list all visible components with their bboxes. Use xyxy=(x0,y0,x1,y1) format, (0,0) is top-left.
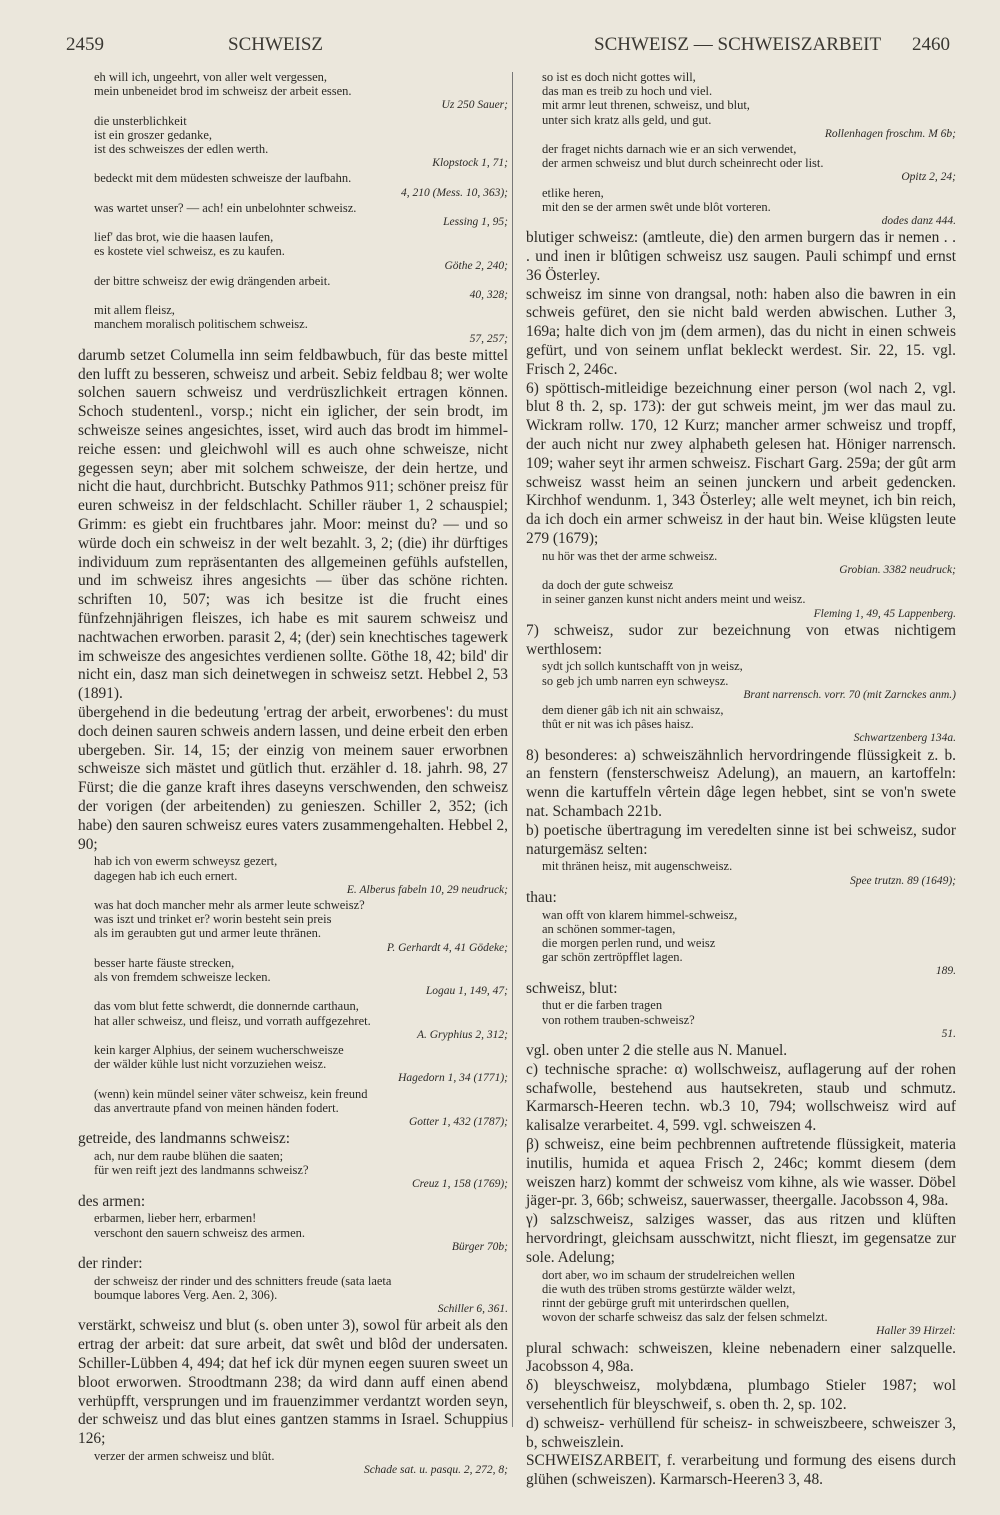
quotation-line: ist ein groszer gedanke, xyxy=(94,127,213,142)
quotation-line: die morgen perlen rund, und weisz xyxy=(542,936,716,950)
quotation-line: da doch der gute schweisz xyxy=(542,578,674,593)
quotation-source: 189. xyxy=(935,965,956,978)
quotation-line: in seiner ganzen kunst nicht anders meint und weisz. xyxy=(542,592,806,607)
quotation-line: als im geraubten gut und armer leute thränen. xyxy=(94,926,322,941)
quotation-line: mit allem fleisz, xyxy=(94,303,175,318)
quotation-line: was iszt und trinket er? worin besteht sein preis xyxy=(94,912,332,927)
quotation-line: was hat doch mancher mehr als armer leute schweisz? xyxy=(94,897,365,912)
quotation-block xyxy=(94,201,508,229)
quotation-source: 4, 210 (Mess. 10, 363); xyxy=(401,186,508,199)
entry-paragraph: 8) besonderes: a) schweiszähnlich hervordringende flüssigkeit z. b. an fenstern (fensterschweisz Adelung), an mauern, an kartoffeln: wenn die kartuffeln vêrtein dâge legen hebbet, sint se von'n swete nat. Schambach 221b. xyxy=(526,746,956,820)
quotation-line: ist des schweiszes der edlen werth. xyxy=(94,142,269,157)
quotation-source: dodes danz 444. xyxy=(881,215,956,228)
quotation-line: hat aller schweisz, und fleisz, und vorrath auffgezehret. xyxy=(94,1013,371,1028)
quotation-source: Schwartzenberg 134a. xyxy=(853,732,956,745)
quotation-source: Göthe 2, 240; xyxy=(444,259,508,272)
quotation-line: das vom blut fette schwerdt, die donnernde carthaun, xyxy=(94,999,359,1014)
quotation-line: unter sich kratz alls geld, und gut. xyxy=(542,112,712,127)
entry-paragraph: d) schweisz- verhüllend für scheisz- in schweiszbeere, schweiszer 3, b, schweiszlein. xyxy=(526,1414,956,1451)
quotation-source: Klopstock 1, 71; xyxy=(432,157,508,170)
quotation-line: rinnt der gebürge gruft mit unterirdschen quellen, xyxy=(542,1295,790,1310)
quotation-line: hab ich von ewerm schweysz gezert, xyxy=(94,854,278,869)
quotation-source: 51. xyxy=(941,1027,956,1040)
entry-paragraph: β) schweisz, eine beim pechbrennen auftretende flüssigkeit, materia inutilis, humida et aquea Frisch 2, 246c; kommt diesem (dem weiszen harz) kommt der schweisz vom kihne, als wie wasser. Döbel jäger-pr. 3, 66b; schweisz, sauerwasser, theergalle. Jacobsson 4, 98a. xyxy=(526,1136,956,1210)
entry-paragraph: b) poetische übertragung im veredelten sinne ist bei schweisz, sudor naturgemäsz selten: xyxy=(526,821,956,858)
quotation-line: als von fremdem schweisze lecken. xyxy=(94,970,271,984)
quotation-line: dort aber, wo im schaum der strudelreichen wellen xyxy=(542,1267,795,1282)
quotation-line: der wälder kühle lust nicht vorzuziehen weisz. xyxy=(94,1057,327,1072)
quotation-source: Hagedorn 1, 34 (1771); xyxy=(398,1072,508,1085)
quotation-line: wan offt von klarem himmel-schweisz, xyxy=(542,907,738,922)
column-divider xyxy=(512,72,513,1427)
quotation-source: Uz 250 Sauer; xyxy=(441,99,508,112)
entry-paragraph: 7) schweisz, sudor zur bezeichnung von etwas nichtigem werthlosem: xyxy=(526,621,956,658)
quotation-line: (wenn) kein mündel seiner väter schweisz, kein freund xyxy=(94,1086,368,1101)
entry-paragraph: blutiger schweisz: (amtleute, die) den armen burgern das ir nemen . . . und inen ir blûtigen schweisz usz saugen. Pauli schimpf und ernst 36 Österley. xyxy=(526,229,956,284)
quotation-line: lief' das brot, wie die haasen laufen, xyxy=(94,230,274,245)
quotation-block xyxy=(542,549,956,577)
quotation-line: bedeckt mit dem müdesten schweisze der laufbahn. xyxy=(94,171,352,186)
quotation-block xyxy=(94,898,508,955)
entry-paragraph: darumb setzet Columella inn seim feldbawbuch, für das beste mittel den lufft zu besseren, schweisz und arbeit. Sebiz feldbau 8; wer wolte solchen sauern schweisz und verdrüszlichkeit ertragen können. Schoch studentenl., vorsp.; nicht ein iglicher, der sein brodt, im schweisze seines angesichtes, isset, wird auch das brodt im himmel-reiche essen: und gleichwohl will es auch ohne schweisze, nicht gegessen seyn; aber mit solchem schweisze, der dein hertze, und nicht die haut, durchbricht. Butschky Pathmos 911; schöner preisz für euren schweisz in der feldschlacht. Schiller räuber 1, 2 schauspiel; Grimm: es giebt ein fruchtbares jahr. Moor: meinst du? — und so würde doch ein schweisz in der welt bezahlt. 3, 2; (die) ihr dürftiges individuum zum repräsentanten des allgemeinen gefühls aufstellen, und im schweisz ihres angesichts — über das schöne richten. schriften 10, 507; was ich besitze ist die frucht eines fünfzehnjährigen fleiszes, ich habe es mit saurem schweisz und nachtwachen erworben. parasit 2, 4; (der) sein knechtisches tagewerk im schweisze des angesichtes verdienen sollte. Göthe 18, 42; bild' dir nicht ein, dasz man sich deinetwegen in schweisz setzt. Hebbel 2, 53 (1891). xyxy=(78,346,508,703)
header-title-left: SCHWEISZ xyxy=(228,34,323,55)
quotation-source: Opitz 2, 24; xyxy=(901,171,956,184)
quotation-source: 57, 257; xyxy=(469,332,508,345)
entry-paragraph: der rinder: xyxy=(78,1255,143,1273)
quotation-block xyxy=(94,1087,508,1130)
quotation-source: Haller 39 Hirzel: xyxy=(876,1325,956,1338)
quotation-line: mit thränen heisz, mit augenschweisz. xyxy=(542,859,733,874)
quotation-block xyxy=(542,859,956,887)
quotation-block xyxy=(94,1043,508,1086)
quotation-block xyxy=(542,908,956,979)
quotation-line: das anvertraute pfand von meinen händen fodert. xyxy=(94,1100,339,1115)
quotation-block xyxy=(94,1274,508,1317)
quotation-source: Fleming 1, 49, 45 Lappenberg. xyxy=(813,607,956,620)
quotation-line: verschont den sauern schweisz des armen. xyxy=(94,1225,306,1240)
quotation-source: A. Gryphius 2, 312; xyxy=(416,1028,508,1041)
entry-paragraph: 6) spöttisch-mitleidige bezeichnung einer person (wol nach 2, vgl. blut 8 th. 2, sp. 173): der gut schweis meint, jm wer das maul zu. Wickram rollw. 170, 12 Kurz; mancher armer schweisz und tropff, der auch nicht nur zwey alphabeth gelesen hat. Höniger narrensch. 109; waher seyt ihr armen schweisz. Fischart Garg. 259a; der gût arm schweisz wasst heim an seinen junckern und arbeit gedencken. Kirchhof wendunm. 1, 343 Österley; alle welt meynet, ich bin reich, da ich doch ein armer schweisz in der haut bin. Weise klügsten leute 279 (1679); xyxy=(526,379,956,547)
running-header xyxy=(66,34,950,64)
quotation-source: Brant narrensch. vorr. 70 (mit Zarnckes anm.) xyxy=(743,688,956,701)
quotation-line: so ist es doch nicht gottes will, xyxy=(542,70,696,84)
quotation-block xyxy=(542,186,956,229)
entry-paragraph: δ) bleyschweisz, molybdæna, plumbago Stieler 1987; wol versehentlich für bleyschweif, s. oben th. 2, sp. 102. xyxy=(526,1377,956,1413)
quotation-block xyxy=(94,1449,508,1477)
quotation-source: Lessing 1, 95; xyxy=(443,216,508,229)
left-column xyxy=(78,70,508,1477)
quotation-line: so geb jch umb narren eyn schweysz. xyxy=(542,673,729,688)
quotation-block xyxy=(94,303,508,346)
quotation-line: wovon der scharfe schweisz das salz der felsen schmelzt. xyxy=(542,1310,828,1325)
quotation-block xyxy=(94,956,508,999)
entry-paragraph: schweisz im sinne von drangsal, noth: haben also die bawren in ein schweis gefüret, den sie nicht bald werden abwischen. Luther 3, 169a; halte dich von jm (dem armen), das du nicht in einen schweis gefürt, und von seinem unflat bekleckt werdest. Sir. 22, 15. vgl. Frisch 2, 246c. xyxy=(526,285,956,378)
quotation-line: mein unbeneidet brod im schweisz der arbeit essen. xyxy=(94,84,352,99)
quotation-line: der fraget nichts darnach wie er an sich verwendet, xyxy=(542,142,797,157)
quotation-line: die unsterblichkeit xyxy=(94,113,187,128)
entry-paragraph: SCHWEISZARBEIT, f. verarbeitung und formung des eisens durch glühen (schweiszen). Karmarsch-Heeren3 3, 48. xyxy=(526,1452,956,1489)
page-number-right: 2460 xyxy=(912,34,950,55)
quotation-line: von rothem trauben-schweisz? xyxy=(542,1012,695,1027)
quotation-line: der armen schweisz und blut durch scheinrecht oder list. xyxy=(542,156,824,171)
quotation-block xyxy=(542,142,956,185)
quotation-line: für wen reift jezt des landmanns schweisz? xyxy=(94,1163,309,1178)
quotation-line: was wartet unser? — ach! ein unbelohnter schweisz. xyxy=(94,200,357,215)
quotation-block xyxy=(542,1268,956,1339)
quotation-block xyxy=(94,171,508,199)
entry-paragraph: vgl. oben unter 2 die stelle aus N. Manuel. xyxy=(526,1042,788,1060)
quotation-line: etlike heren, xyxy=(542,185,604,200)
quotation-source: Creuz 1, 158 (1769); xyxy=(411,1178,508,1191)
quotation-line: besser harte fäuste strecken, xyxy=(94,955,235,970)
entry-paragraph: getreide, des landmanns schweisz: xyxy=(78,1130,290,1148)
quotation-source: Rollenhagen froschm. M 6b; xyxy=(824,127,956,140)
quotation-line: mit den se der armen swêt unde blôt vorteren. xyxy=(542,199,771,214)
quotation-line: sydt jch sollch kuntschafft von jn weisz, xyxy=(542,659,743,674)
quotation-source: Schade sat. u. pasqu. 2, 272, 8; xyxy=(363,1464,508,1477)
quotation-line: thût er nit was ich pâses haisz. xyxy=(542,717,694,732)
entry-paragraph: thau: xyxy=(526,888,557,906)
quotation-block xyxy=(542,578,956,621)
quotation-source: 40, 328; xyxy=(469,289,508,302)
quotation-block xyxy=(542,70,956,141)
quotation-line: der schweisz der rinder und des schnitters freude (sata laeta xyxy=(94,1273,392,1288)
quotation-block xyxy=(94,230,508,273)
entry-paragraph: übergehend in die bedeutung 'ertrag der arbeit, erworbenes': du must doch deinen sauren schweis andern lassen, und deine erbeit den erben ubergeben. Sir. 14, 15; der einzig von meinem sauer erworbnen schweisze sich mästet und gütlich thut. erzähler d. 18. jahrh. 98, 27 Fürst; die die ganze kraft ihres daseyns verschwenden, den schweisz der vorigen (der arbeitenden) zu genieszen. Schiller 2, 352; (ich habe) den sauren schweisz eures vaters zusammengehalten. Hebbel 2, 90; xyxy=(78,704,508,853)
quotation-source: Schiller 6, 361. xyxy=(437,1303,508,1316)
entry-paragraph: verstärkt, schweisz und blut (s. oben unter 3), sowol für arbeit als den ertrag der arbeit: dat sure arbeit, dat swêt und blôd der undersaten. Schiller-Lübben 4, 494; dat hef ick dür mynen eegen suuren sweet un bloot erworwen. Stroodtmann 238; da wird dann auff einen abend verhüpfft, versprungen und im frauenzimmer verdantzt worden seyn, der schweisz und das blut eines gantzen stamms in Israel. Schuppius 126; xyxy=(78,1317,508,1448)
quotation-block xyxy=(94,274,508,302)
quotation-line: manchem moralisch politischem schweisz. xyxy=(94,317,308,332)
quotation-source: Gotter 1, 432 (1787); xyxy=(408,1116,508,1129)
entry-paragraph: des armen: xyxy=(78,1192,146,1210)
quotation-line: eh will ich, ungeehrt, von aller welt vergessen, xyxy=(94,70,328,84)
quotation-line: das man es treib zu hoch und viel. xyxy=(542,84,713,99)
entry-paragraph: c) technische sprache: α) wollschweisz, auflagerung auf der rohen schafwolle, bestehend aus hautsekreten, staub und schmutz. Karmarsch-Heeren techn. wb.3 10, 794; wollschweisz wird auf kalisalze verarbeitet. 4, 599. vgl. schweiszen 4. xyxy=(526,1060,956,1135)
entry-paragraph: plural schwach: schweiszen, kleine nebenadern einer salzquelle. Jacobsson 4, 98a. xyxy=(526,1339,956,1376)
page-number-left: 2459 xyxy=(66,34,104,55)
quotation-line: nu hör was thet der arme schweisz. xyxy=(542,548,718,563)
quotation-block xyxy=(94,70,508,113)
quotation-source: Bürger 70b; xyxy=(451,1240,508,1253)
quotation-source: Logau 1, 149, 47; xyxy=(425,985,508,998)
quotation-line: thut er die farben tragen xyxy=(542,998,663,1013)
entry-paragraph: schweisz, blut: xyxy=(526,979,618,997)
quotation-line: kein karger Alphius, der seinem wucherschweisze xyxy=(94,1043,344,1058)
quotation-source: E. Alberus fabeln 10, 29 neudruck; xyxy=(346,883,508,896)
quotation-block xyxy=(94,854,508,897)
quotation-line: die wuth des trüben stroms gestürzte wälder welzt, xyxy=(542,1281,796,1296)
quotation-line: boumque labores Verg. Aen. 2, 306). xyxy=(94,1288,278,1303)
quotation-line: mit armr leut threnen, schweisz, und blut, xyxy=(542,98,750,113)
quotation-line: verzer der armen schweisz und blût. xyxy=(94,1449,275,1464)
quotation-block xyxy=(94,1149,508,1192)
quotation-line: der bittre schweisz der ewig drängenden arbeit. xyxy=(94,273,331,288)
quotation-block xyxy=(542,703,956,746)
quotation-source: Spee trutzn. 89 (1649); xyxy=(849,874,956,887)
quotation-block xyxy=(542,998,956,1041)
header-title-right: SCHWEISZ — SCHWEISZARBEIT xyxy=(594,34,882,55)
quotation-block xyxy=(542,659,956,702)
entry-paragraph: γ) salzschweisz, salziges wasser, das aus ritzen und klüften hervordringt, gleichsam ausschwitzt, nicht flieszt, im gegensatze zur sole. Adelung; xyxy=(526,1211,956,1266)
quotation-line: an schönen sommer-tagen, xyxy=(542,921,676,936)
quotation-line: erbarmen, lieber herr, erbarmen! xyxy=(94,1211,257,1226)
quotation-line: es kostete viel schweisz, es zu kaufen. xyxy=(94,244,285,259)
quotation-line: ach, nur dem raube blühen die saaten; xyxy=(94,1149,284,1164)
quotation-block xyxy=(94,1211,508,1254)
quotation-line: dem diener gâb ich nit ain schwaisz, xyxy=(542,703,724,717)
quotation-source: P. Gerhardt 4, 41 Gödeke; xyxy=(386,941,508,954)
quotation-block xyxy=(94,114,508,171)
quotation-line: gar schön zertröpfflet lagen. xyxy=(542,950,683,965)
right-column xyxy=(526,70,956,1489)
quotation-line: dagegen hab ich euch ernert. xyxy=(94,868,238,883)
quotation-source: Grobian. 3382 neudruck; xyxy=(839,563,956,576)
quotation-block xyxy=(94,999,508,1042)
